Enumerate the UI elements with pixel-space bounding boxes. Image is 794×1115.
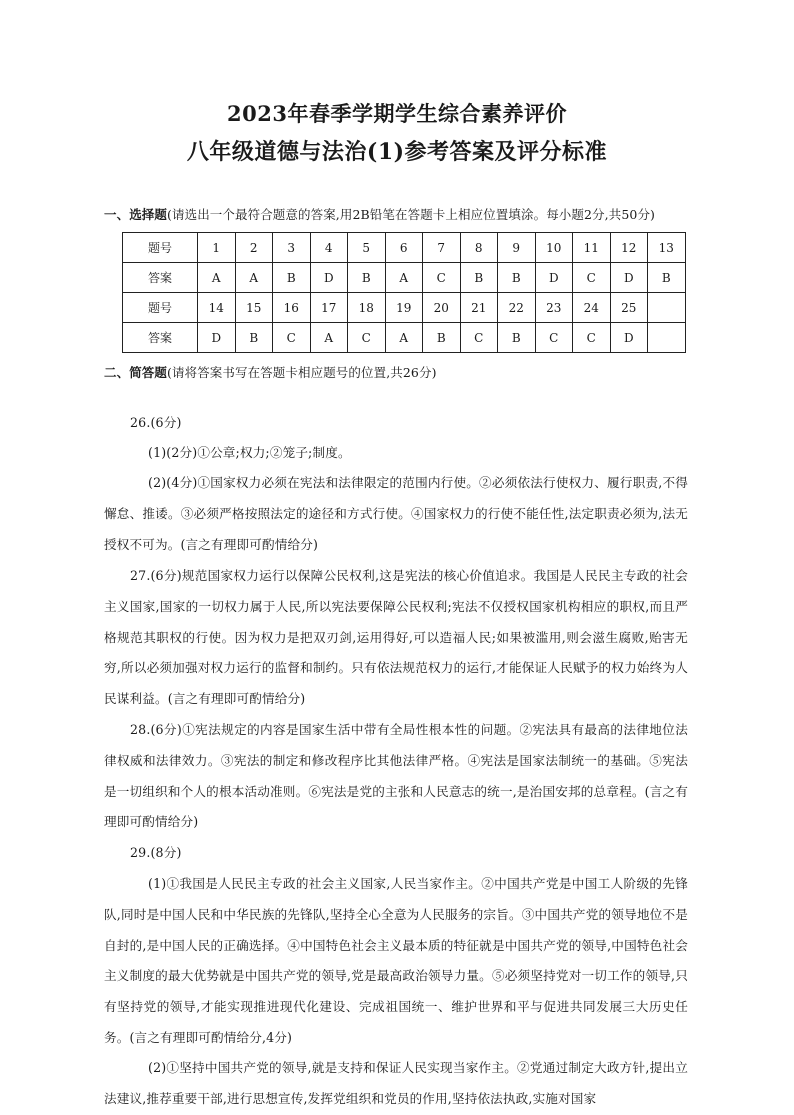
- table-cell: 2: [235, 233, 273, 263]
- table-cell: 23: [535, 293, 573, 323]
- table-cell: 11: [573, 233, 611, 263]
- table-cell-empty: [648, 293, 686, 323]
- q29-part-1: (1)①我国是人民民主专政的社会主义国家,人民当家作主。②中国共产党是中国工人阶级的先锋队,同时是中国人民和中华民族的先锋队,坚持全心全意为人民服务的宗旨。③中国共产党的领导地位不是自封的,是中国人民的正确选择。④中国特色社会主义最本质的特征就是中国共产党的领导,中国特色社会主义制度的最大优势就是中国共产党的领导,党是最高政治领导力量。⑤必须坚持党对一切工作的领导,只有坚持党的领导,才能实现推进现代化建设、完成祖国统一、维护世界和平与促进共同发展三大历史任务。(言之有理即可酌情给分,4分): [104, 876, 688, 1045]
- table-cell: C: [273, 323, 311, 353]
- table-cell: 13: [648, 233, 686, 263]
- table-cell: A: [235, 263, 273, 293]
- table-cell: C: [460, 323, 498, 353]
- table-cell: B: [273, 263, 311, 293]
- table-cell: C: [573, 323, 611, 353]
- table-cell: 3: [273, 233, 311, 263]
- table-cell: D: [610, 323, 648, 353]
- document-title-line-2: 八年级道德与法治(1)参考答案及评分标准: [186, 139, 608, 165]
- table-cell: 19: [385, 293, 423, 323]
- section-1-title: 一、选择题: [104, 207, 168, 222]
- table-cell: B: [498, 263, 536, 293]
- row-label-number: 题号: [123, 293, 198, 323]
- table-cell: C: [348, 323, 386, 353]
- table-cell: 5: [348, 233, 386, 263]
- table-cell: 8: [460, 233, 498, 263]
- table-cell: 22: [498, 293, 536, 323]
- table-cell: 1: [198, 233, 236, 263]
- row-label-answer: 答案: [123, 263, 198, 293]
- table-cell: 14: [198, 293, 236, 323]
- table-cell: 25: [610, 293, 648, 323]
- table-cell: D: [610, 263, 648, 293]
- table-cell: A: [385, 323, 423, 353]
- table-cell-empty: [648, 323, 686, 353]
- table-cell: 6: [385, 233, 423, 263]
- q26-part-2: (2)(4分)①国家权力必须在宪法和法律限定的范围内行使。②必须依法行使权力、履行职责,不得懈怠、推诿。③必须严格按照法定的途径和方式行使。④国家权力的行使不能任性,法定职责必须为,法无授权不可为。(言之有理即可酌情给分): [104, 475, 688, 552]
- table-cell: 15: [235, 293, 273, 323]
- table-cell: C: [535, 323, 573, 353]
- table-row-answers-2: [123, 323, 686, 353]
- row-label-answer: 答案: [123, 323, 198, 353]
- table-cell: 4: [310, 233, 348, 263]
- q28-answer: 28.(6分)①宪法规定的内容是国家生活中带有全局性根本性的问题。②宪法具有最高的法律地位法律权威和法律效力。③宪法的制定和修改程序比其他法律严格。④宪法是国家法制统一的基础。⑤宪法是一切组织和个人的根本活动准则。⑥宪法是党的主张和人民意志的统一,是治国安邦的总章程。(言之有理即可酌情给分): [104, 722, 688, 830]
- section-1-instructions: (请选出一个最符合题意的答案,用2B铅笔在答题卡上相应位置填涂。每小题2分,共50分): [167, 207, 656, 222]
- table-cell: B: [460, 263, 498, 293]
- table-cell: B: [498, 323, 536, 353]
- document-title-line-1: 2023年春季学期学生综合素养评价: [227, 101, 567, 126]
- table-cell: C: [573, 263, 611, 293]
- table-cell: 20: [423, 293, 461, 323]
- table-cell: 21: [460, 293, 498, 323]
- table-cell: 18: [348, 293, 386, 323]
- q29-heading: 29.(8分): [130, 845, 182, 860]
- table-cell: B: [348, 263, 386, 293]
- table-cell: 10: [535, 233, 573, 263]
- table-cell: 16: [273, 293, 311, 323]
- section-1-heading: [104, 205, 655, 223]
- q26-heading: 26.(6分): [130, 415, 182, 430]
- table-cell: A: [385, 263, 423, 293]
- section-2-title: 二、简答题: [104, 365, 168, 380]
- table-row-numbers-2: [123, 293, 686, 323]
- table-row-numbers-1: [123, 233, 686, 263]
- q29-part-2: (2)①坚持中国共产党的领导,就是支持和保证人民实现当家作主。②党通过制定大政方针,提出立法建议,推荐重要干部,进行思想宣传,发挥党组织和党员的作用,坚持依法执政,实施对国家: [104, 1060, 688, 1106]
- table-cell: 17: [310, 293, 348, 323]
- q26-part-1: (1)(2分)①公章;权力;②笼子;制度。: [148, 445, 351, 460]
- table-row-answers-1: [123, 263, 686, 293]
- row-label-number: 题号: [123, 233, 198, 263]
- q27-answer: 27.(6分)规范国家权力运行以保障公民权利,这是宪法的核心价值追求。我国是人民民主专政的社会主义国家,国家的一切权力属于人民,所以宪法要保障公民权利;宪法不仅授权国家机构相应的职权,而且严格规范其职权的行使。因为权力是把双刃剑,运用得好,可以造福人民;如果被滥用,则会滋生腐败,贻害无穷,所以必须加强对权力运行的监督和制约。只有依法规范权力的运行,才能保证人民赋予的权力始终为人民谋利益。(言之有理即可酌情给分): [104, 568, 688, 707]
- table-cell: D: [198, 323, 236, 353]
- table-cell: A: [198, 263, 236, 293]
- table-cell: D: [535, 263, 573, 293]
- section-2-heading: [104, 363, 437, 381]
- table-cell: 24: [573, 293, 611, 323]
- table-cell: 7: [423, 233, 461, 263]
- table-cell: 12: [610, 233, 648, 263]
- table-cell: B: [648, 263, 686, 293]
- table-cell: D: [310, 263, 348, 293]
- table-cell: B: [235, 323, 273, 353]
- table-cell: B: [423, 323, 461, 353]
- section-2-instructions: (请将答案书写在答题卡相应题号的位置,共26分): [167, 365, 437, 380]
- table-cell: C: [423, 263, 461, 293]
- table-cell: A: [310, 323, 348, 353]
- table-cell: 9: [498, 233, 536, 263]
- answer-table: [122, 232, 686, 353]
